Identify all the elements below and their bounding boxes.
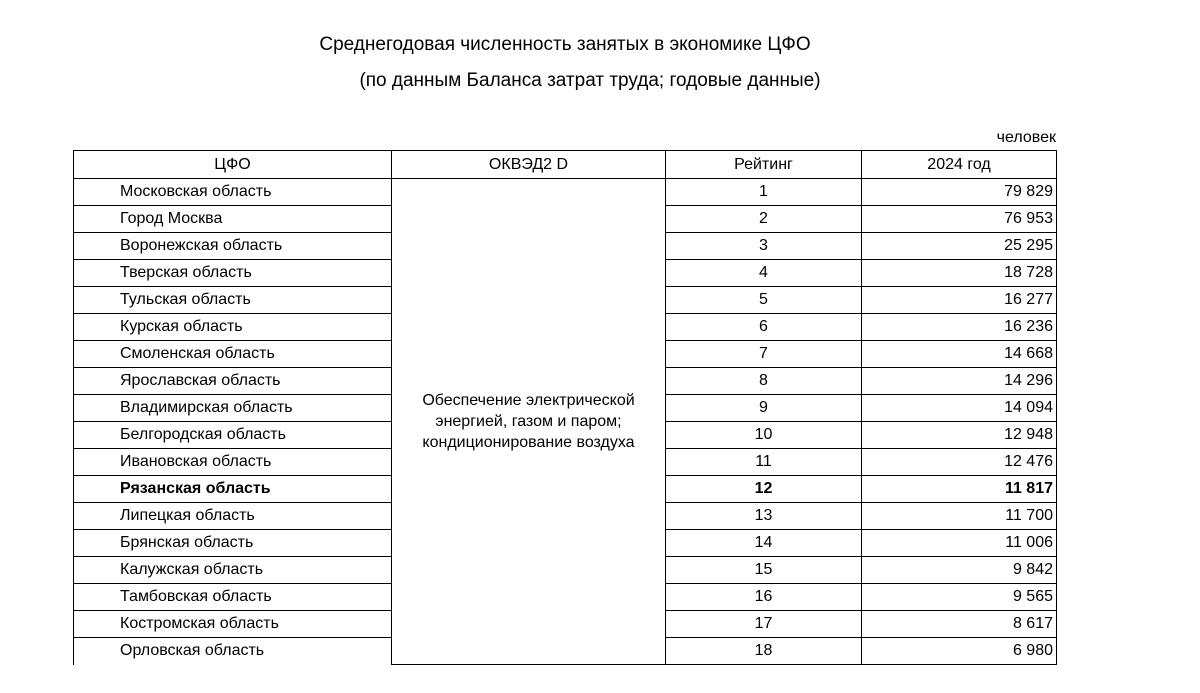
employment-value: 11 006 <box>862 530 1057 557</box>
region-name: Рязанская область <box>74 476 392 503</box>
employment-value: 14 668 <box>862 341 1057 368</box>
region-name: Тульская область <box>74 287 392 314</box>
rank-value: 12 <box>666 476 862 503</box>
document-subtitle: (по данным Баланса затрат труда; годовые данные) <box>359 70 821 91</box>
rank-value: 9 <box>666 395 862 422</box>
rank-value: 4 <box>666 260 862 287</box>
table-body <box>74 179 1057 665</box>
region-name: Воронежская область <box>74 233 392 260</box>
rank-value: 13 <box>666 503 862 530</box>
employment-value: 14 094 <box>862 395 1057 422</box>
rank-value: 7 <box>666 341 862 368</box>
region-name: Орловская область <box>74 638 392 665</box>
region-name: Костромская область <box>74 611 392 638</box>
rank-value: 8 <box>666 368 862 395</box>
rank-value: 11 <box>666 449 862 476</box>
region-name: Смоленская область <box>74 341 392 368</box>
rank-value: 16 <box>666 584 862 611</box>
region-name: Курская область <box>74 314 392 341</box>
okved-description: Обеспечение электрической энергией, газом и паром; кондиционирование воздуха <box>392 179 666 665</box>
region-name: Калужская область <box>74 557 392 584</box>
rank-value: 17 <box>666 611 862 638</box>
table-row <box>74 179 1057 206</box>
employment-value: 14 296 <box>862 368 1057 395</box>
employment-value: 8 617 <box>862 611 1057 638</box>
unit-label: человек <box>996 129 1056 146</box>
rank-value: 15 <box>666 557 862 584</box>
employment-value: 18 728 <box>862 260 1057 287</box>
rank-value: 18 <box>666 638 862 665</box>
employment-value: 25 295 <box>862 233 1057 260</box>
region-name: Город Москва <box>74 206 392 233</box>
table-header-row <box>74 151 1057 179</box>
region-name: Липецкая область <box>74 503 392 530</box>
region-name: Тамбовская область <box>74 584 392 611</box>
employment-value: 12 476 <box>862 449 1057 476</box>
rank-value: 10 <box>666 422 862 449</box>
region-name: Ивановская область <box>74 449 392 476</box>
header-region: ЦФО <box>74 151 392 179</box>
employment-value: 16 277 <box>862 287 1057 314</box>
employment-value: 9 565 <box>862 584 1057 611</box>
header-rank: Рейтинг <box>666 151 862 179</box>
header-year: 2024 год <box>862 151 1057 179</box>
rank-value: 2 <box>666 206 862 233</box>
employment-value: 11 700 <box>862 503 1057 530</box>
rank-value: 6 <box>666 314 862 341</box>
rank-value: 1 <box>666 179 862 206</box>
region-name: Ярославская область <box>74 368 392 395</box>
employment-value: 79 829 <box>862 179 1057 206</box>
employment-value: 12 948 <box>862 422 1057 449</box>
employment-value: 6 980 <box>862 638 1057 665</box>
employment-value: 76 953 <box>862 206 1057 233</box>
rank-value: 14 <box>666 530 862 557</box>
employment-value: 11 817 <box>862 476 1057 503</box>
employment-value: 16 236 <box>862 314 1057 341</box>
region-name: Белгородская область <box>74 422 392 449</box>
header-okved: ОКВЭД2 D <box>392 151 666 179</box>
region-name: Брянская область <box>74 530 392 557</box>
region-name: Тверская область <box>74 260 392 287</box>
rank-value: 5 <box>666 287 862 314</box>
region-name: Владимирская область <box>74 395 392 422</box>
employment-table <box>73 150 1057 665</box>
rank-value: 3 <box>666 233 862 260</box>
region-name: Московская область <box>74 179 392 206</box>
document-title: Среднегодовая численность занятых в экономике ЦФО <box>319 34 811 55</box>
employment-value: 9 842 <box>862 557 1057 584</box>
